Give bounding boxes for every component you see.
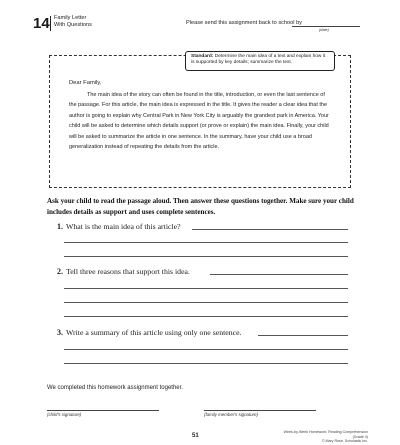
credit-line-1: Week-by-Week Homework: Reading Comprehension (Grade 4) xyxy=(283,430,368,439)
answer-line[interactable] xyxy=(192,229,348,230)
header-divider xyxy=(50,16,51,31)
credit-line-2: © Mary Rose, Scholastic Inc. xyxy=(321,439,368,444)
question-number: 2. xyxy=(57,267,63,276)
instructions: Ask your child to read the passage aloud. Then answer these questions together. Make sure your child includes details as support and uses complete sentences. xyxy=(47,197,354,216)
standard-label: Standard: xyxy=(191,54,214,59)
lesson-label-line-1: Family Letter xyxy=(54,15,87,21)
completion-statement: We completed this homework assignment together. xyxy=(47,385,183,391)
answer-line[interactable] xyxy=(64,256,348,257)
lesson-label-line-2: With Questions xyxy=(54,21,92,28)
question-text: Tell three reasons that support this idea. xyxy=(66,267,190,276)
credit-line xyxy=(272,430,368,444)
answer-line[interactable] xyxy=(64,242,348,243)
answer-line[interactable] xyxy=(64,363,348,364)
standard-text: Determine the main idea of a text and explain how it is supported by key details; summarize the text. xyxy=(191,54,326,65)
answer-line[interactable] xyxy=(210,274,348,275)
answer-line[interactable] xyxy=(258,335,348,336)
standard-box xyxy=(185,51,335,71)
question-1 xyxy=(57,222,373,234)
letter-body: The main idea of the story can often be found in the title, introduction, or even the last sentence of the passage. For this article, the main idea is expressed in the title. It gives the reader a clear idea that the author is going to explain why Central Park in New York City is arguably the grandest park in America. Your child will be asked to determine which details support (or prove or explain) the main idea. Finally, your child will be asked to summarize the article in one sentence. In the summary, have your child use a broad generalization instead of repeating the details from the article. xyxy=(69,92,329,151)
answer-line[interactable] xyxy=(64,302,348,303)
question-text: What is the main idea of this article? xyxy=(66,222,181,231)
child-signature-line[interactable] xyxy=(47,410,159,411)
answer-line[interactable] xyxy=(64,288,348,289)
lesson-label xyxy=(54,15,92,28)
answer-line[interactable] xyxy=(64,316,348,317)
child-signature-label: (child's signature) xyxy=(47,412,82,417)
lesson-number: 14 xyxy=(33,15,50,32)
send-back-text: Please send this assignment back to school by xyxy=(186,20,302,26)
question-text: Write a summary of this article using only one sentence. xyxy=(66,328,242,337)
question-number: 3. xyxy=(57,328,63,337)
question-2 xyxy=(57,267,373,279)
letter-greeting: Dear Family, xyxy=(69,80,102,86)
question-3 xyxy=(57,328,373,340)
question-number: 1. xyxy=(57,222,63,231)
family-signature-label: (family member's signature) xyxy=(204,412,259,417)
answer-line[interactable] xyxy=(64,349,348,350)
page-number: 51 xyxy=(192,433,199,439)
date-field-line[interactable] xyxy=(292,26,360,27)
family-signature-line[interactable] xyxy=(204,410,316,411)
date-label: (date) xyxy=(319,28,329,32)
